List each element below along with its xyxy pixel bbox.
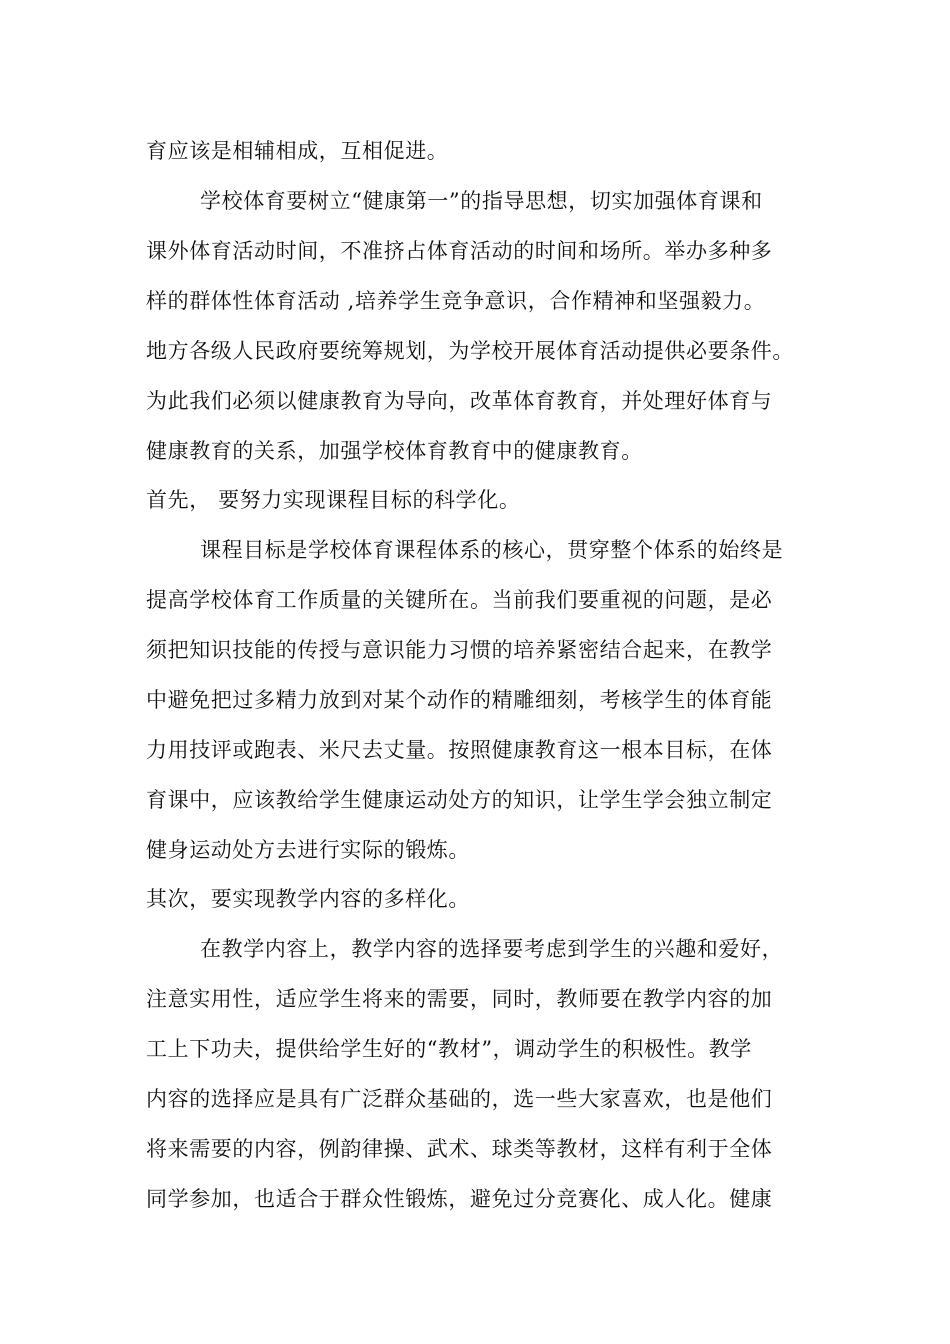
text-line: 在教学内容上，教学内容的选择要考虑到学生的兴趣和爱好， <box>200 937 784 961</box>
text-line: 课程目标是学校体育课程体系的核心，贯穿整个体系的始终是 <box>200 538 784 562</box>
text-line: 提高学校体育工作质量的关键所在。当前我们要重视的问题，是必 <box>146 588 773 612</box>
text-line: 育应该是相辅相成，互相促进。 <box>146 139 449 163</box>
text-line: 将来需要的内容，例韵律操、武术、球类等教材，这样有利于全体 <box>146 1137 773 1161</box>
text-line: 工上下功夫，提供给学生好的“教材”，调动学生的积极性。教学 <box>146 1037 752 1061</box>
text-line: 同学参加，也适合于群众性锻炼，避免过分竞赛化、成人化。健康 <box>146 1187 773 1211</box>
text-line: 注意实用性，适应学生将来的需要，同时，教师要在教学内容的加 <box>146 987 773 1011</box>
text-line: 中避免把过多精力放到对某个动作的精雕细刻，考核学生的体育能 <box>146 688 773 712</box>
text-line: 课外体育活动时间，不准挤占体育活动的时间和场所。举办多种多 <box>146 239 773 263</box>
text-line: 力用技评或跑表、米尺去丈量。按照健康教育这一根本目标，在体 <box>146 738 773 762</box>
text-line: 育课中，应该教给学生健康运动处方的知识，让学生学会独立制定 <box>146 788 773 812</box>
text-line: 健康教育的关系，加强学校体育教育中的健康教育。 <box>146 439 643 463</box>
section-heading: 首先， 要努力实现课程目标的科学化。 <box>146 488 521 512</box>
text-line: 学校体育要树立“健康第一”的指导思想，切实加强体育课和 <box>200 189 763 213</box>
text-line: 内容的选择应是具有广泛群众基础的，选一些大家喜欢，也是他们 <box>146 1087 773 1111</box>
text-line: 须把知识技能的传授与意识能力习惯的培养紧密结合起来，在教学 <box>146 638 773 662</box>
text-line: 为此我们必须以健康教育为导向，改革体育教育，并处理好体育与 <box>146 389 773 413</box>
text-line: 地方各级人民政府要统筹规划，为学校开展体育活动提供必要条件。 <box>146 339 794 363</box>
text-line: 样的群体性体育活动 ,培养学生竞争意识，合作精神和坚强毅力。 <box>146 289 766 313</box>
text-line: 健身运动处方去进行实际的锻炼。 <box>146 838 470 862</box>
section-heading: 其次，要实现教学内容的多样化。 <box>146 887 470 911</box>
